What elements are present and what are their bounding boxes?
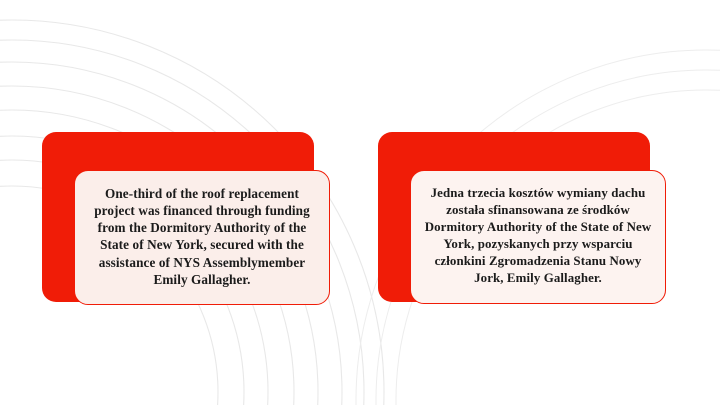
card-english bbox=[42, 132, 332, 352]
card-polish-body bbox=[410, 170, 666, 304]
card-polish-text: Jedna trzecia kosztów wymiany dachu została sfinansowana ze środków Dormitory Authority of the State of New York, pozyskanych przy wsparciu członkini Zgromadzenia Stanu Nowy Jork, Emily Gallagher. bbox=[424, 186, 652, 286]
card-polish bbox=[378, 132, 668, 352]
card-english-text: One-third of the roof replacement project was financed through funding from the Dormitory Authority of the State of New York, secured with the assistance of NYS Assemblymember Emily Gallagher. bbox=[94, 186, 310, 287]
card-english-body bbox=[74, 170, 330, 305]
